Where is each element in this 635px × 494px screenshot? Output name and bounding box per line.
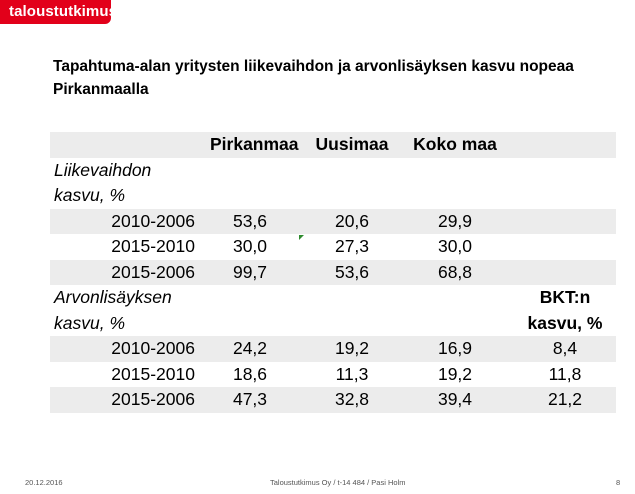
growth-table bbox=[50, 132, 616, 413]
section2-label-row bbox=[50, 285, 616, 311]
period-cell: 2010-2006 bbox=[111, 338, 195, 358]
pirkanmaa-cell: 30,0 bbox=[232, 236, 268, 256]
cell-comment-marker bbox=[299, 235, 304, 240]
table-row bbox=[50, 387, 616, 413]
uusimaa-cell: 20,6 bbox=[334, 210, 370, 231]
footer-credit: Taloustutkimus Oy / t-14 484 / Pasi Holm bbox=[270, 478, 406, 487]
uusimaa-cell: 32,8 bbox=[334, 389, 370, 409]
uusimaa-cell: 19,2 bbox=[334, 338, 370, 358]
uusimaa-cell: 11,3 bbox=[335, 363, 369, 384]
table-row bbox=[50, 336, 616, 362]
section2-label-row bbox=[50, 311, 616, 337]
koko-maa-cell: 16,9 bbox=[437, 338, 473, 358]
taloustutkimus-logo: taloustutkimus bbox=[0, 0, 111, 24]
header-pirkanmaa: Pirkanmaa bbox=[210, 134, 299, 154]
slide-title bbox=[53, 55, 623, 101]
section1-label-line1: Liikevaihdon bbox=[54, 159, 152, 180]
pirkanmaa-cell: 99,7 bbox=[232, 261, 268, 282]
pirkanmaa-cell: 18,6 bbox=[232, 363, 268, 384]
table-row bbox=[50, 209, 616, 235]
bkt-cell: 21,2 bbox=[547, 389, 583, 409]
bkt-cell: 11,8 bbox=[548, 363, 582, 384]
footer-page-number: 8 bbox=[616, 478, 621, 487]
section1-label-row bbox=[50, 183, 616, 209]
slide-title-line2: Pirkanmaalla bbox=[53, 81, 149, 98]
uusimaa-cell: 27,3 bbox=[334, 236, 370, 256]
koko-maa-cell: 30,0 bbox=[437, 236, 473, 256]
bkt-cell: 8,4 bbox=[552, 338, 578, 358]
header-bkt-line2: kasvu, % bbox=[527, 312, 603, 333]
header-bkt-line1: BKT:n bbox=[539, 287, 591, 307]
table-row bbox=[50, 260, 616, 286]
koko-maa-cell: 68,8 bbox=[437, 261, 473, 282]
header-koko-maa: Koko maa bbox=[413, 134, 497, 154]
footer-date: 20.12.2016 bbox=[25, 478, 63, 487]
section2-label-line1: Arvonlisäyksen bbox=[54, 287, 172, 307]
section2-label-line2: kasvu, % bbox=[54, 312, 125, 333]
section1-label-row bbox=[50, 158, 616, 184]
pirkanmaa-cell: 24,2 bbox=[232, 338, 268, 358]
period-cell: 2015-2006 bbox=[111, 261, 195, 282]
section1-label-line2: kasvu, % bbox=[54, 185, 125, 205]
slide-title-line1: Tapahtuma-alan yritysten liikevaihdon ja arvonlisäyksen kasvu nopeaa bbox=[53, 58, 574, 75]
koko-maa-cell: 19,2 bbox=[437, 363, 473, 384]
period-cell: 2015-2006 bbox=[111, 389, 195, 409]
header-uusimaa: Uusimaa bbox=[315, 134, 389, 154]
pirkanmaa-cell: 47,3 bbox=[232, 389, 268, 409]
koko-maa-cell: 39,4 bbox=[437, 389, 473, 409]
period-cell: 2010-2006 bbox=[111, 210, 195, 231]
uusimaa-cell: 53,6 bbox=[334, 261, 370, 282]
table-row bbox=[50, 234, 616, 260]
koko-maa-cell: 29,9 bbox=[437, 210, 473, 231]
period-cell: 2015-2010 bbox=[111, 363, 195, 384]
table-header-row bbox=[50, 132, 616, 158]
pirkanmaa-cell: 53,6 bbox=[232, 210, 268, 231]
table-row bbox=[50, 362, 616, 388]
period-cell: 2015-2010 bbox=[111, 236, 195, 256]
